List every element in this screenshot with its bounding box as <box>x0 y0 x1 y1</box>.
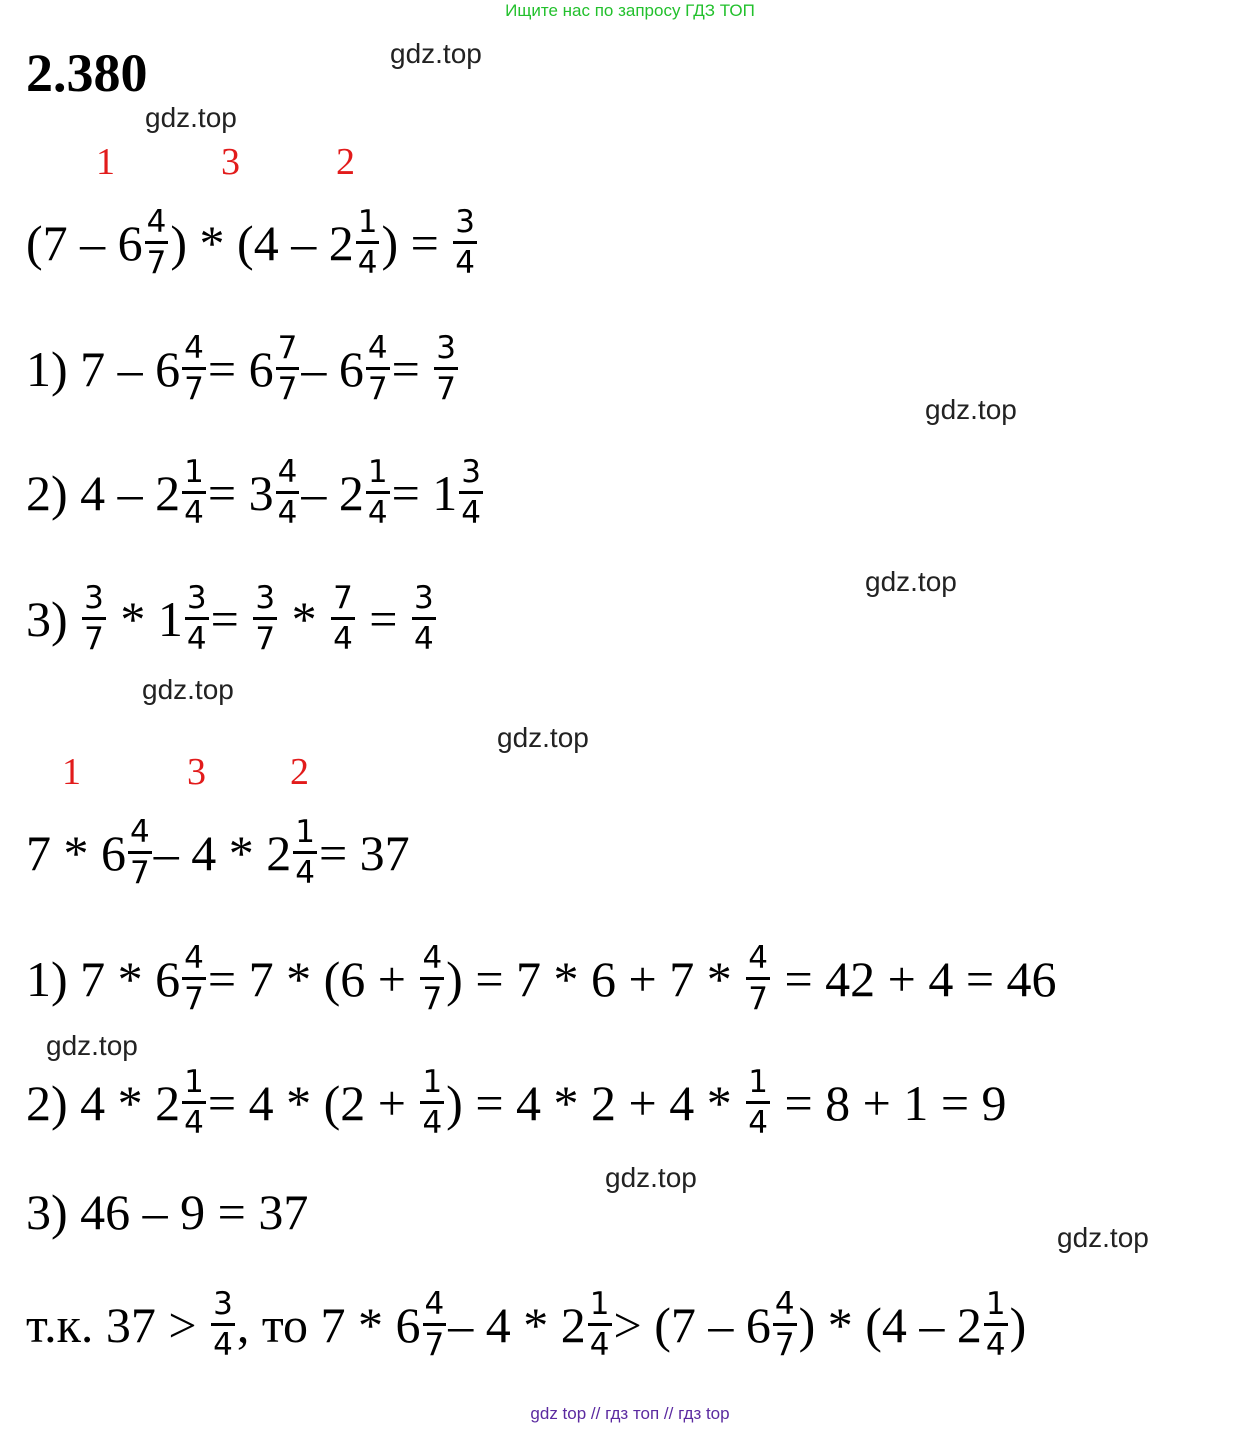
fraction: $\frac{3}{4}$ <box>213 1286 233 1363</box>
order-mark: 1 <box>62 751 81 793</box>
fraction: $\frac{1}{4}$ <box>184 1064 204 1141</box>
fraction: $\frac{4}{7}$ <box>130 814 150 891</box>
order-mark: 3 <box>187 751 206 793</box>
fraction: $\frac{3}{4}$ <box>461 454 481 531</box>
fraction: $\frac{1}{4}$ <box>357 204 378 281</box>
order-mark: 2 <box>290 751 309 793</box>
watermark: gdz.top <box>865 566 957 597</box>
step-2-2: 2) 4 * 2 $\frac{1}{4}$ = 4 * (2 + $\frac{1}{4}$ ) = 4 * 2 + 4 * $\frac{1}{4}$ = 8 + 1 = 9 <box>26 1064 1007 1141</box>
watermark: gdz.top <box>925 394 1017 425</box>
fraction: $\frac{4}{7}$ <box>184 940 204 1017</box>
order-mark: 1 <box>96 141 115 183</box>
fraction: $\frac{1}{4}$ <box>367 454 388 531</box>
watermark: gdz.top <box>142 674 234 705</box>
fraction: $\frac{4}{7}$ <box>424 1286 445 1363</box>
fraction: $\frac{4}{4}$ <box>277 454 298 531</box>
order-mark: 3 <box>221 141 240 183</box>
fraction: $\frac{3}{7}$ <box>436 330 456 407</box>
fraction: $\frac{7}{7}$ <box>277 330 298 407</box>
expression-2: 7 * 6 $\frac{4}{7}$ – 4 * 2 $\frac{1}{4}$ = 37 <box>26 814 410 891</box>
fraction: $\frac{3}{7}$ <box>84 580 104 657</box>
fraction: $\frac{7}{4}$ <box>333 580 353 657</box>
fraction: $\frac{1}{4}$ <box>184 454 204 531</box>
fraction: $\frac{3}{4}$ <box>186 580 207 657</box>
fraction: $\frac{3}{4}$ <box>414 580 434 657</box>
watermark: gdz.top <box>1057 1222 1149 1253</box>
expression-1: (7 – 6 $\frac{4}{7}$ ) * (4 – 2 $\frac{1}{4}$ ) = $\frac{3}{4}$ <box>26 204 476 281</box>
step-1-3: 3) $\frac{3}{7}$ * 1 $\frac{3}{4}$ = $\frac{3}{7}$ * $\frac{7}{4}$ = $\frac{3}{4}$ <box>26 580 434 657</box>
fraction: $\frac{3}{7}$ <box>255 580 276 657</box>
step-2-1: 1) 7 * 6 $\frac{4}{7}$ = 7 * (6 + $\frac{4}{7}$ ) = 7 * 6 + 7 * $\frac{4}{7}$ = 42 + 4 = 46 <box>26 940 1057 1017</box>
fraction: $\frac{1}{4}$ <box>748 1064 768 1141</box>
watermark: gdz.top <box>145 102 237 133</box>
step-1-1: 1) 7 – 6 $\frac{4}{7}$ = 6 $\frac{7}{7}$ – 6 $\frac{4}{7}$ = $\frac{3}{7}$ <box>26 330 456 407</box>
fraction: $\frac{4}{7}$ <box>422 940 443 1017</box>
watermark: gdz.top <box>497 722 589 753</box>
fraction: $\frac{1}{4}$ <box>589 1286 610 1363</box>
fraction: $\frac{4}{7}$ <box>774 1286 795 1363</box>
fraction: $\frac{3}{4}$ <box>455 204 476 281</box>
fraction: $\frac{1}{4}$ <box>295 814 315 891</box>
fraction: $\frac{4}{7}$ <box>748 940 768 1017</box>
watermark: gdz.top <box>605 1162 697 1193</box>
search-banner: Ищите нас по запросу ГДЗ ТОП <box>505 1 755 20</box>
fraction: $\frac{1}{4}$ <box>422 1064 443 1141</box>
exercise-number: 2.380 <box>26 43 148 103</box>
step-2-3: 3) 46 – 9 = 37 <box>26 1184 309 1240</box>
fraction: $\frac{4}{7}$ <box>146 204 167 281</box>
fraction: $\frac{4}{7}$ <box>367 330 388 407</box>
fraction: $\frac{4}{7}$ <box>184 330 204 407</box>
conclusion: т.к. 37 > $\frac{3}{4}$ , то 7 * 6 $\frac{4}{7}$ – 4 * 2 $\frac{1}{4}$ > (7 – 6 $\frac{4}{7}$ ) * (4 – 2 $\frac{1}{4}$ ) <box>26 1286 1027 1363</box>
fraction: $\frac{1}{4}$ <box>985 1286 1006 1363</box>
watermark: gdz.top <box>46 1030 138 1061</box>
watermark: gdz.top <box>390 38 482 69</box>
order-mark: 2 <box>336 141 355 183</box>
step-1-2: 2) 4 – 2 $\frac{1}{4}$ = 3 $\frac{4}{4}$ – 2 $\frac{1}{4}$ = 1 $\frac{3}{4}$ <box>26 454 481 531</box>
footer-links[interactable]: gdz top // гдз топ // гдз top <box>530 1404 730 1423</box>
